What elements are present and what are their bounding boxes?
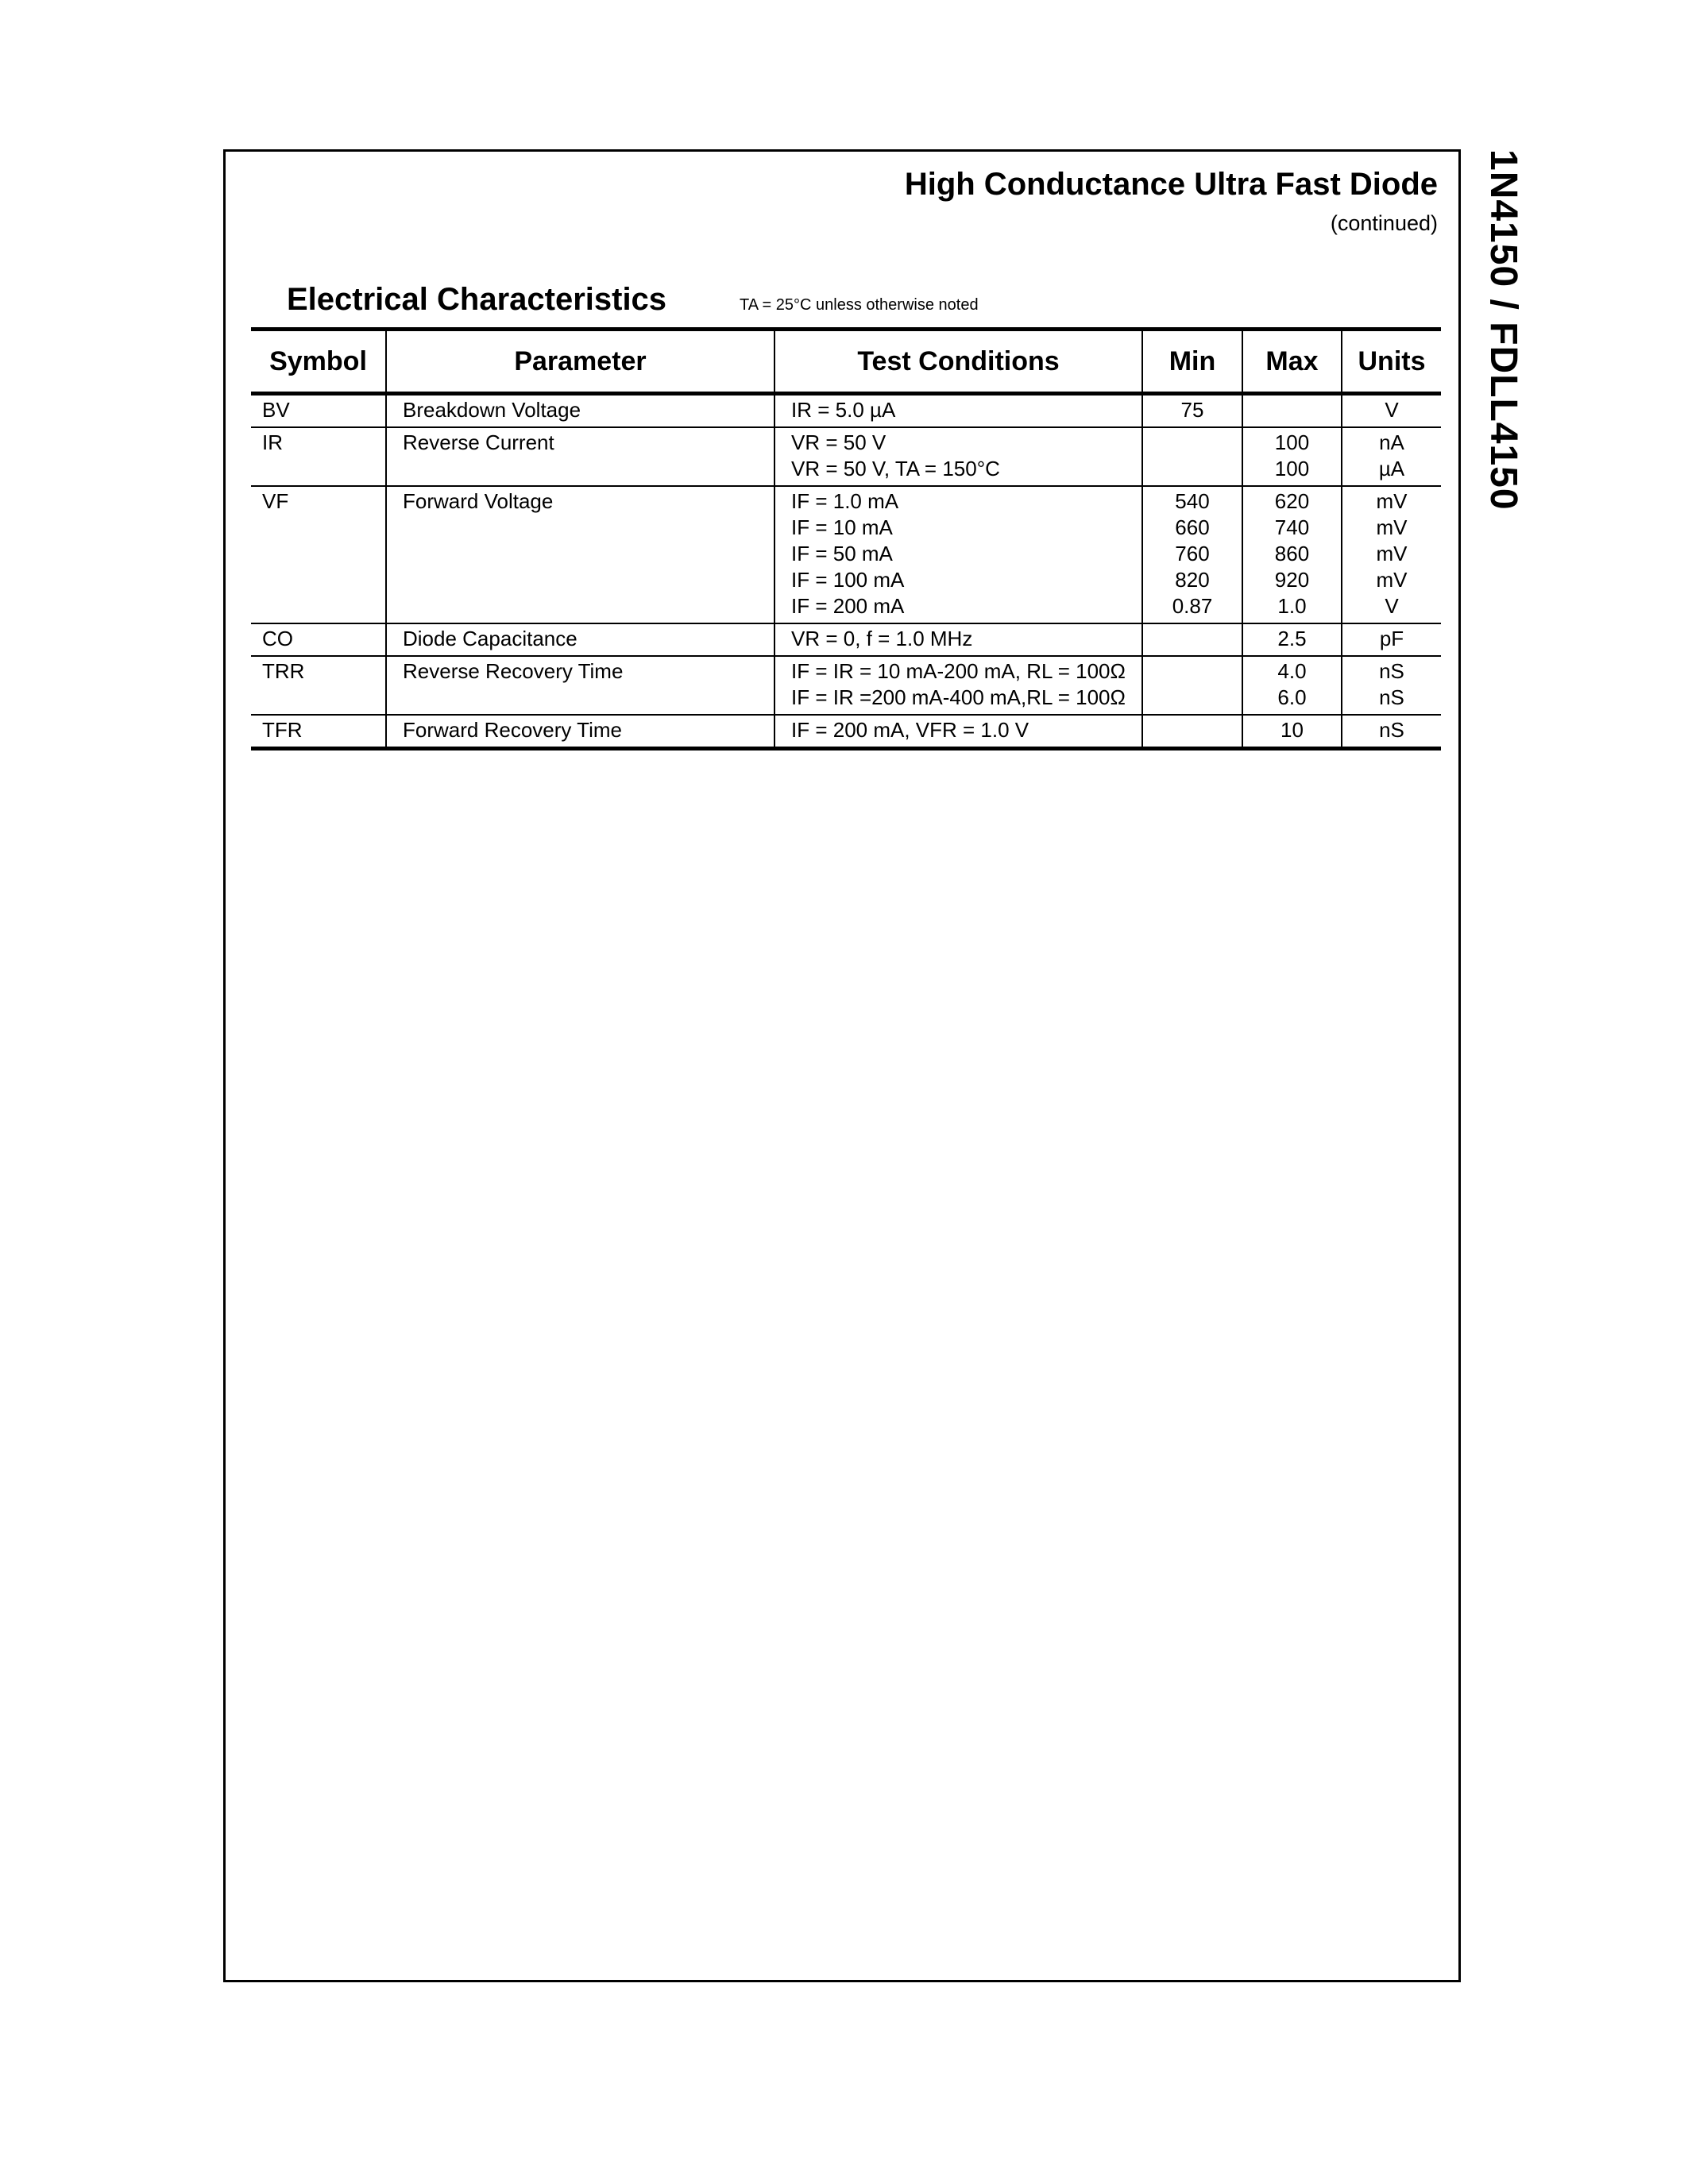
- unit-value: mV: [1376, 515, 1408, 539]
- condition-line: IF = 100 mA: [791, 568, 905, 592]
- max-value: 100: [1274, 457, 1310, 480]
- table-row: [251, 623, 1441, 656]
- min-value: 0.87: [1172, 594, 1213, 618]
- units-cell: [1342, 486, 1441, 623]
- max-value: 4.0: [1277, 659, 1307, 683]
- conditions-cell: [774, 715, 1142, 749]
- max-cell: [1242, 427, 1342, 486]
- unit-value: nS: [1379, 685, 1404, 709]
- max-cell: [1242, 486, 1342, 623]
- max-value: 620: [1274, 489, 1310, 513]
- max-value: 10: [1280, 718, 1304, 742]
- header-symbol: Symbol: [251, 330, 386, 394]
- unit-value: mV: [1376, 542, 1408, 565]
- symbol-cell: IR: [251, 427, 386, 486]
- part-number-side-title: 1N4150 / FDLL4150: [1482, 149, 1524, 511]
- table-header-row: [251, 330, 1441, 394]
- max-value: 740: [1274, 515, 1310, 539]
- header-units: Units: [1342, 330, 1441, 394]
- conditions-cell: [774, 486, 1142, 623]
- max-cell: [1242, 656, 1342, 715]
- units-cell: [1342, 427, 1441, 486]
- unit-value: nS: [1379, 718, 1404, 742]
- condition-line: IF = 200 mA: [791, 594, 905, 618]
- min-value: 760: [1175, 542, 1210, 565]
- max-cell: [1242, 715, 1342, 749]
- document-subtitle: (continued): [1330, 211, 1438, 235]
- table-row: [251, 715, 1441, 749]
- condition-line: IF = 10 mA: [791, 515, 893, 539]
- condition-line: IF = IR = 10 mA-200 mA, RL = 100Ω: [791, 659, 1126, 683]
- unit-value: mV: [1376, 489, 1408, 513]
- table-row: [251, 656, 1441, 715]
- units-cell: [1342, 715, 1441, 749]
- parameter-cell: Forward Voltage: [386, 486, 774, 623]
- min-cell: [1142, 427, 1242, 486]
- condition-line: VR = 50 V: [791, 430, 886, 454]
- table-row: [251, 394, 1441, 428]
- max-value: 100: [1274, 430, 1310, 454]
- table-row: [251, 427, 1441, 486]
- header-min: Min: [1142, 330, 1242, 394]
- unit-value: pF: [1379, 627, 1404, 650]
- condition-line: IR = 5.0 µA: [791, 398, 896, 422]
- min-cell: [1142, 623, 1242, 656]
- condition-line: VR = 0, f = 1.0 MHz: [791, 627, 973, 650]
- parameter-cell: Diode Capacitance: [386, 623, 774, 656]
- max-value: 860: [1274, 542, 1310, 565]
- max-value: 920: [1274, 568, 1310, 592]
- electrical-characteristics-table: [251, 327, 1441, 751]
- section-title: Electrical Characteristics: [287, 282, 667, 317]
- conditions-cell: [774, 656, 1142, 715]
- min-value: 660: [1175, 515, 1210, 539]
- min-cell: [1142, 486, 1242, 623]
- units-cell: [1342, 623, 1441, 656]
- min-cell: [1142, 715, 1242, 749]
- unit-value: V: [1385, 398, 1399, 422]
- min-cell: [1142, 656, 1242, 715]
- unit-value: nS: [1379, 659, 1404, 683]
- header-parameter: Parameter: [386, 330, 774, 394]
- conditions-cell: [774, 427, 1142, 486]
- symbol-cell: CO: [251, 623, 386, 656]
- max-value: 2.5: [1277, 627, 1307, 650]
- min-value: 75: [1180, 398, 1204, 422]
- header-test-conditions: Test Conditions: [774, 330, 1142, 394]
- unit-value: mV: [1376, 568, 1408, 592]
- parameter-cell: Forward Recovery Time: [386, 715, 774, 749]
- min-value: 540: [1175, 489, 1210, 513]
- header-max: Max: [1242, 330, 1342, 394]
- symbol-cell: TRR: [251, 656, 386, 715]
- units-cell: [1342, 656, 1441, 715]
- parameter-cell: Breakdown Voltage: [386, 394, 774, 428]
- condition-line: IF = 50 mA: [791, 542, 893, 565]
- condition-line: IF = 1.0 mA: [791, 489, 899, 513]
- unit-value: µA: [1378, 457, 1405, 480]
- conditions-cell: [774, 623, 1142, 656]
- max-cell: [1242, 394, 1342, 428]
- symbol-cell: TFR: [251, 715, 386, 749]
- units-cell: [1342, 394, 1441, 428]
- section-note: TA = 25°C unless otherwise noted: [740, 296, 979, 314]
- condition-line: IF = IR =200 mA-400 mA,RL = 100Ω: [791, 685, 1126, 709]
- symbol-cell: VF: [251, 486, 386, 623]
- parameter-cell: Reverse Current: [386, 427, 774, 486]
- table-row: [251, 486, 1441, 623]
- min-value: 820: [1175, 568, 1210, 592]
- condition-line: VR = 50 V, TA = 150°C: [791, 457, 1000, 480]
- max-value: 1.0: [1277, 594, 1307, 618]
- conditions-cell: [774, 394, 1142, 428]
- parameter-cell: Reverse Recovery Time: [386, 656, 774, 715]
- max-value: 6.0: [1277, 685, 1307, 709]
- min-cell: [1142, 394, 1242, 428]
- unit-value: nA: [1379, 430, 1404, 454]
- condition-line: IF = 200 mA, VFR = 1.0 V: [791, 718, 1029, 742]
- max-cell: [1242, 623, 1342, 656]
- unit-value: V: [1385, 594, 1399, 618]
- document-title: High Conductance Ultra Fast Diode: [904, 167, 1438, 202]
- symbol-cell: BV: [251, 394, 386, 428]
